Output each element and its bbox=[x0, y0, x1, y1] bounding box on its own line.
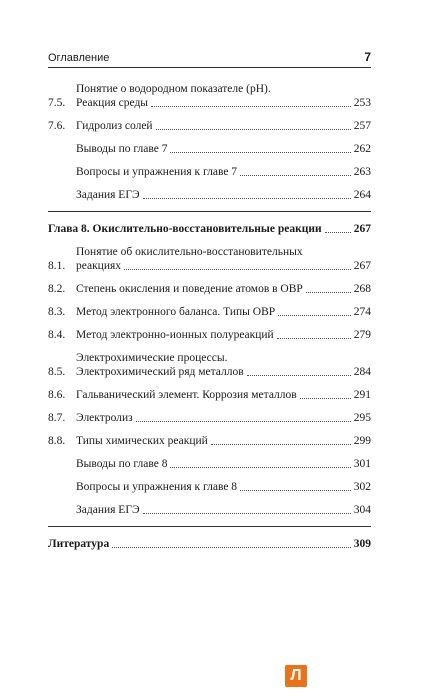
toc-title: Метод электронного баланса. Типы ОВР bbox=[76, 306, 276, 318]
leader-dots bbox=[325, 232, 351, 233]
table-of-contents bbox=[48, 82, 371, 560]
toc-title: Электролиз bbox=[76, 412, 133, 424]
toc-page: 291 bbox=[353, 389, 371, 401]
toc-page: 262 bbox=[353, 143, 371, 155]
leader-dots bbox=[151, 106, 351, 107]
toc-entry-questions-8[interactable] bbox=[48, 480, 371, 494]
toc-entry-8-4[interactable] bbox=[48, 328, 371, 342]
leader-dots bbox=[170, 467, 350, 468]
toc-entry-exam-8[interactable] bbox=[48, 503, 371, 517]
toc-page: 284 bbox=[353, 366, 371, 378]
toc-title: Степень окисления и поведение атомов в ОВР bbox=[76, 283, 303, 295]
toc-entry-8-6[interactable] bbox=[48, 388, 371, 402]
leader-dots bbox=[211, 444, 351, 445]
leader-dots bbox=[136, 421, 351, 422]
toc-title-line1: Электрохимические процессы. bbox=[76, 352, 228, 364]
toc-entry-7-6[interactable] bbox=[48, 119, 371, 133]
leader-dots bbox=[143, 198, 351, 199]
literature-title: Литература bbox=[48, 538, 110, 550]
toc-entry-summary-8[interactable] bbox=[48, 457, 371, 471]
header-page-number: 7 bbox=[364, 50, 371, 64]
toc-title: Вопросы и упражнения к главе 7 bbox=[76, 166, 238, 178]
toc-number: 8.2. bbox=[48, 283, 66, 295]
toc-number: 8.8. bbox=[48, 435, 66, 447]
toc-title: Электрохимический ряд металлов bbox=[76, 366, 244, 378]
toc-page: 267 bbox=[353, 260, 371, 272]
toc-entry-summary-7[interactable] bbox=[48, 142, 371, 156]
toc-entry-8-8[interactable] bbox=[48, 434, 371, 448]
toc-entry-8-7[interactable] bbox=[48, 411, 371, 425]
page-header bbox=[48, 44, 371, 68]
toc-number: 8.3. bbox=[48, 306, 66, 318]
leader-dots bbox=[240, 175, 351, 176]
section-divider bbox=[48, 526, 371, 527]
toc-page: 279 bbox=[353, 329, 371, 341]
leader-dots bbox=[277, 338, 351, 339]
toc-page: 274 bbox=[353, 306, 371, 318]
toc-page: 302 bbox=[353, 481, 371, 493]
toc-title-line1: Понятие об окислительно-восстановительных bbox=[76, 246, 303, 258]
leader-dots bbox=[170, 152, 350, 153]
toc-title: реакциях bbox=[76, 260, 122, 272]
toc-page: 309 bbox=[353, 538, 371, 550]
toc-title: Вопросы и упражнения к главе 8 bbox=[76, 481, 238, 493]
toc-entry-exam-7[interactable] bbox=[48, 188, 371, 202]
toc-chapter-8[interactable] bbox=[48, 222, 371, 236]
toc-number: 8.5. bbox=[48, 366, 66, 378]
toc-page: 253 bbox=[353, 97, 371, 109]
toc-number: 8.4. bbox=[48, 329, 66, 341]
toc-page: 304 bbox=[353, 504, 371, 516]
chapter-title: Глава 8. Окислительно-восстановительные реакции bbox=[48, 223, 322, 235]
toc-number: 8.1. bbox=[48, 260, 66, 272]
toc-title: Задания ЕГЭ bbox=[76, 504, 140, 516]
leader-dots bbox=[300, 398, 351, 399]
toc-literature[interactable] bbox=[48, 537, 371, 551]
header-title: Оглавление bbox=[48, 52, 110, 64]
toc-entry-8-5[interactable] bbox=[48, 351, 371, 379]
leader-dots bbox=[143, 513, 351, 514]
toc-title-line1: Понятие о водородном показателе (pH). bbox=[76, 83, 271, 95]
leader-dots bbox=[240, 490, 351, 491]
leader-dots bbox=[278, 315, 351, 316]
toc-title: Реакция среды bbox=[76, 97, 149, 109]
toc-title: Выводы по главе 7 bbox=[76, 143, 168, 155]
leader-dots bbox=[247, 375, 351, 376]
section-divider bbox=[48, 211, 371, 212]
toc-page: 263 bbox=[353, 166, 371, 178]
toc-title: Гидролиз солей bbox=[76, 120, 153, 132]
toc-page: 295 bbox=[353, 412, 371, 424]
toc-page: 257 bbox=[353, 120, 371, 132]
toc-title: Гальванический элемент. Коррозия металлов bbox=[76, 389, 297, 401]
toc-title: Метод электронно-ионных полуреакций bbox=[76, 329, 274, 341]
toc-number: 8.6. bbox=[48, 389, 66, 401]
toc-title: Типы химических реакций bbox=[76, 435, 208, 447]
toc-title: Задания ЕГЭ bbox=[76, 189, 140, 201]
leader-dots bbox=[124, 269, 351, 270]
publisher-logo: Л bbox=[285, 665, 307, 687]
leader-dots bbox=[306, 292, 351, 293]
toc-entry-8-2[interactable] bbox=[48, 282, 371, 296]
toc-entry-questions-7[interactable] bbox=[48, 165, 371, 179]
toc-page: 267 bbox=[353, 223, 371, 235]
toc-page: 301 bbox=[353, 458, 371, 470]
leader-dots bbox=[156, 129, 351, 130]
toc-entry-8-3[interactable] bbox=[48, 305, 371, 319]
toc-entry-7-5[interactable] bbox=[48, 82, 371, 110]
toc-page: 268 bbox=[353, 283, 371, 295]
toc-number: 7.5. bbox=[48, 97, 66, 109]
toc-number: 7.6. bbox=[48, 120, 66, 132]
toc-page: 299 bbox=[353, 435, 371, 447]
toc-title: Выводы по главе 8 bbox=[76, 458, 168, 470]
leader-dots bbox=[112, 547, 351, 548]
toc-page: 264 bbox=[353, 189, 371, 201]
toc-entry-8-1[interactable] bbox=[48, 245, 371, 273]
toc-number: 8.7. bbox=[48, 412, 66, 424]
